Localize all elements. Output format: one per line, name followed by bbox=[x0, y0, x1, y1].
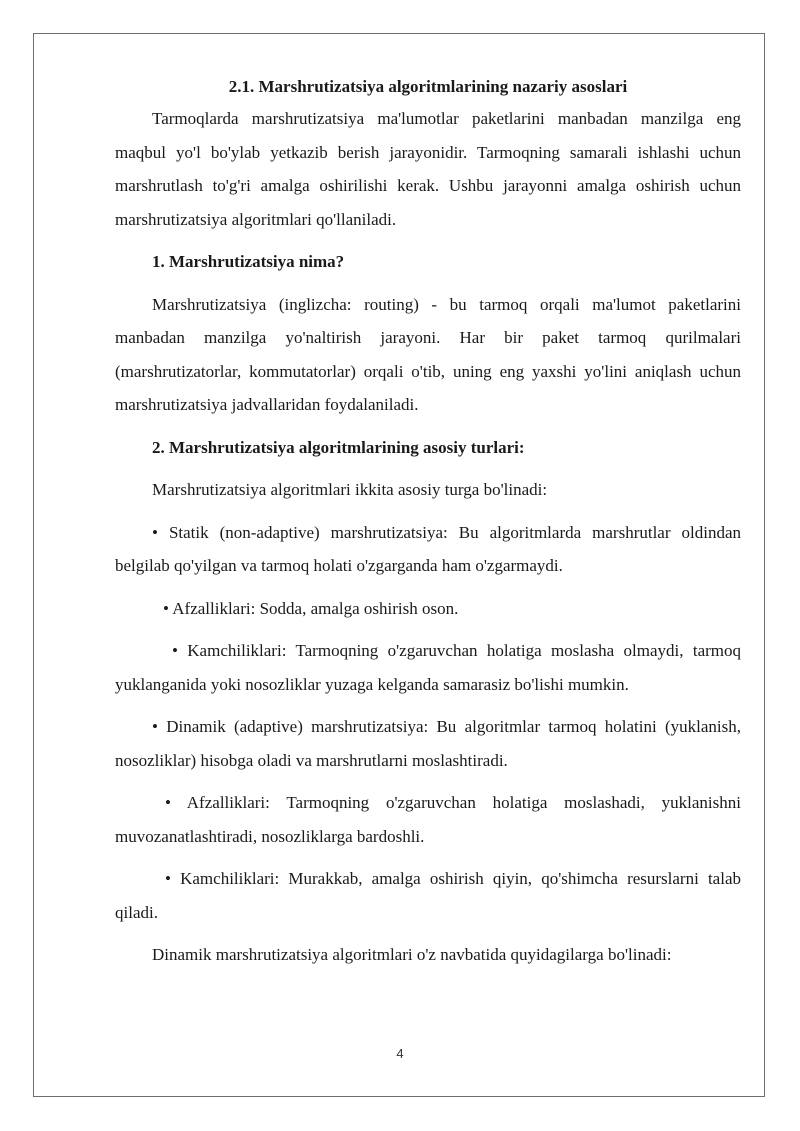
section1-heading: 1. Marshrutizatsiya nima? bbox=[152, 252, 345, 271]
static-pros-item: • Afzalliklari: Sodda, amalga oshirish oson. bbox=[163, 598, 459, 618]
dynamic-cons-item: • Kamchiliklari: Murakkab, amalga oshirish qiyin, qo'shimcha resurslarni talab qiladi. bbox=[115, 869, 741, 922]
section-title: 2.1. Marshrutizatsiya algoritmlarining nazariy asoslari bbox=[228, 77, 628, 96]
section1-paragraph: Marshrutizatsiya (inglizcha: routing) - bu tarmoq orqali ma'lumot paketlarini manbadan manzilga yo'naltirish jarayoni. Har bir paket tarmoq qurilmalari (marshrutizatorlar, kommutatorlar) orqali o'tib, uning eng yaxshi yo'lini aniqlash uchun marshrutizatsiya jadvallaridan foydalaniladi. bbox=[115, 294, 741, 414]
dynamic-pros-item: • Afzalliklari: Tarmoqning o'zgaruvchan holatiga moslashadi, yuklanishni muvozanatlashtiradi, nosozliklarga bardoshli. bbox=[115, 793, 741, 846]
intro-paragraph: Tarmoqlarda marshrutizatsiya ma'lumotlar paketlarini manbadan manzilga eng maqbul yo'l bo'ylab yetkazib berish jarayonidir. Tarmoqning samarali ishlashi uchun marshrutlash to'g'ri amalga oshirilishi kerak. Ushbu jarayonni amalga oshirish uchun marshrutizatsiya algoritmlari qo'llaniladi. bbox=[115, 109, 741, 229]
page-content bbox=[115, 72, 741, 972]
page-number: 4 bbox=[396, 1046, 404, 1061]
section2-heading: 2. Marshrutizatsiya algoritmlarining asosiy turlari: bbox=[152, 437, 525, 457]
closing-paragraph: Dinamik marshrutizatsiya algoritmlari o'z navbatida quyidagilarga bo'linadi: bbox=[152, 945, 672, 964]
section2-paragraph: Marshrutizatsiya algoritmlari ikkita asosiy turga bo'linadi: bbox=[152, 480, 548, 499]
dynamic-routing-item: • Dinamik (adaptive) marshrutizatsiya: Bu algoritmlar tarmoq holatini (yuklanish, nosozliklar) hisobga oladi va marshrutlarni moslashtiradi. bbox=[115, 717, 741, 770]
static-routing-item: • Statik (non-adaptive) marshrutizatsiya: Bu algoritmlarda marshrutlar oldindan belgilab qo'yilgan va tarmoq holati o'zgarganda ham o'zgarmaydi. bbox=[115, 522, 741, 575]
static-cons-item: • Kamchiliklari: Tarmoqning o'zgaruvchan holatiga moslasha olmaydi, tarmoq yuklanganida yoki nosozliklar yuzaga kelganda samarasiz bo'lishi mumkin. bbox=[115, 641, 741, 694]
